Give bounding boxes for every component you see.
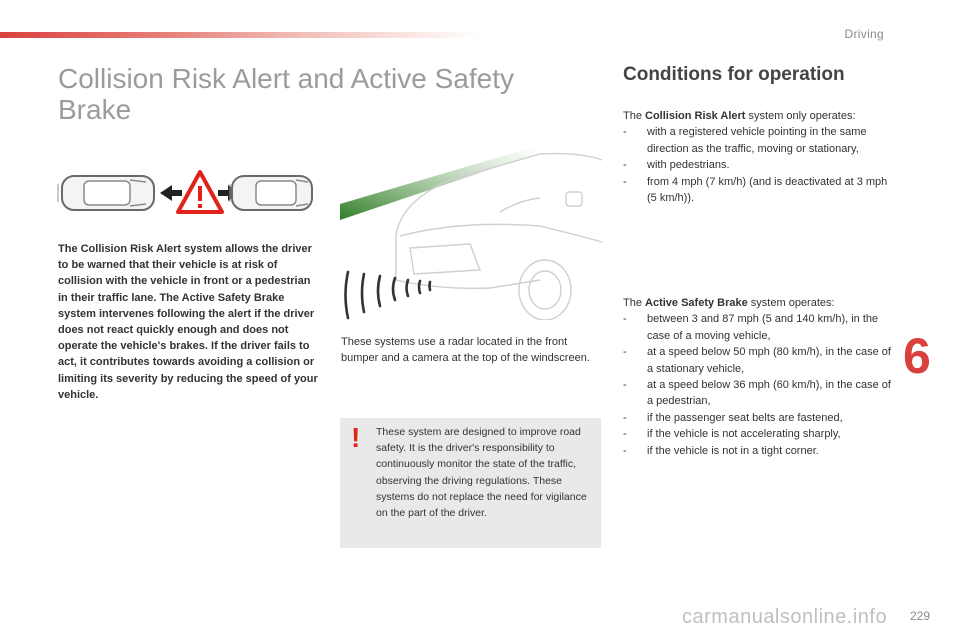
list-item: - with a registered vehicle pointing in the same direction as the traffic, moving or stationary, — [623, 124, 893, 157]
radar-description: These systems use a radar located in the front bumper and a camera at the top of the windscreen. — [341, 336, 590, 364]
asb-system-name: Active Safety Brake — [645, 297, 748, 309]
list-item: - between 3 and 87 mph (5 and 140 km/h), in the case of a moving vehicle, — [623, 311, 893, 344]
list-item: - at a speed below 36 mph (60 km/h), in the case of a pedestrian, — [623, 377, 893, 410]
list-item: - if the vehicle is not accelerating sharply, — [623, 426, 893, 442]
camera-field — [340, 148, 536, 220]
collision-warning-illustration — [56, 170, 318, 216]
chapter-number: 6 — [903, 328, 931, 384]
radar-waves — [346, 272, 431, 318]
list-item: - if the vehicle is not in a tight corner. — [623, 443, 893, 459]
radar-camera-illustration — [340, 140, 602, 320]
warning-text: These system are designed to improve road safety. It is the driver's responsibility to continuously monitor the state of the traffic, observing the driving regulations. These systems do not replace the need for vigilance on the part of the driver. — [376, 426, 587, 520]
list-item: - if the passenger seat belts are fastened, — [623, 410, 893, 426]
front-van-icon — [230, 176, 312, 210]
intro-text: The Collision Risk Alert system allows the driver to be warned that their vehicle is at risk of collision with the vehicle in front or a pedestrian in their traffic lane. The Active Safety Brake system intervenes following the alert if the driver does not react quickly enough and does not operate the vehicle's brakes. If the driver fails to act, it contributes towards avoiding a collision or limiting its severity by reducing the speed of your vehicle. — [58, 243, 318, 401]
rear-van-icon — [58, 176, 154, 210]
section-label: Driving — [844, 27, 884, 41]
asb-conditions — [623, 295, 893, 459]
exclamation-icon: ! — [351, 422, 361, 453]
conditions-heading: Conditions for operation — [623, 64, 845, 85]
cra-conditions — [623, 108, 893, 206]
asb-lead: The Active Safety Brake system operates: — [623, 297, 835, 309]
list-item: - from 4 mph (7 km/h) (and is deactivated at 3 mph (5 km/h)). — [623, 174, 893, 207]
left-arrow-icon — [160, 185, 182, 201]
watermark: carmanualsonline.info — [682, 606, 888, 628]
header-accent-bar — [0, 32, 480, 38]
page-number: 229 — [910, 609, 931, 623]
cra-list — [623, 124, 893, 206]
warning-box — [340, 418, 601, 548]
list-item: - at a speed below 50 mph (80 km/h), in the case of a stationary vehicle, — [623, 344, 893, 377]
cra-system-name: Collision Risk Alert — [645, 110, 746, 122]
asb-list — [623, 311, 893, 459]
warning-triangle-icon — [178, 172, 222, 212]
cra-lead: The Collision Risk Alert system only operates: — [623, 110, 856, 122]
page-title: Collision Risk Alert and Active Safety Brake — [58, 63, 514, 125]
list-item: - with pedestrians. — [623, 157, 893, 173]
